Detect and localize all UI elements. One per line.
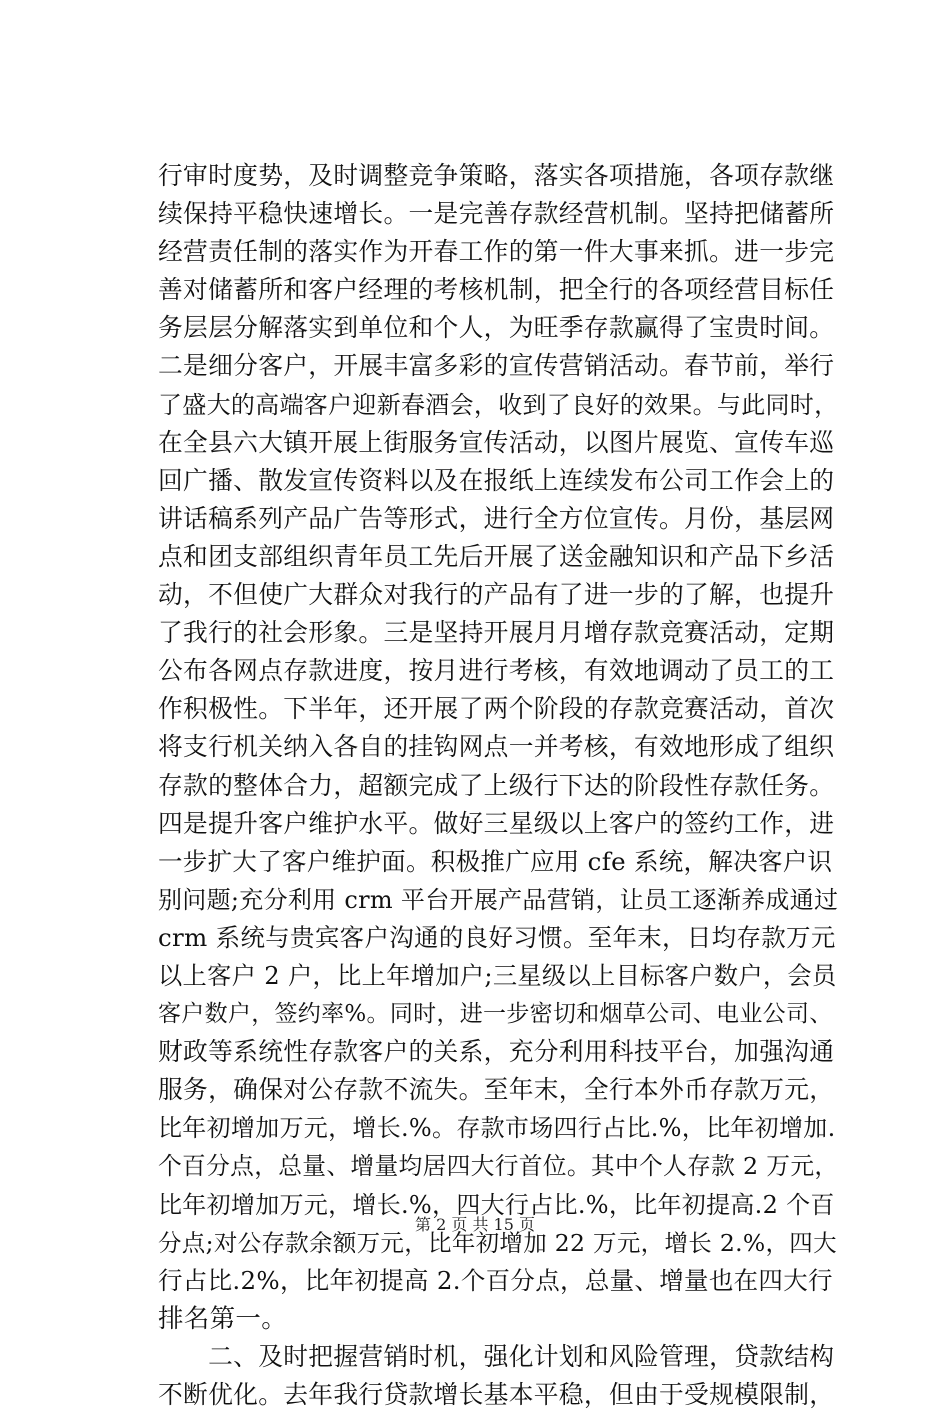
text-line: 续保持平稳快速增长。一是完善存款经营机制。坚持把储蓄所: [158, 199, 835, 229]
text-line: 了盛大的高端客户迎新春酒会，收到了良好的效果。与此同时，: [158, 390, 839, 419]
text-line: 四是提升客户维护水平。做好三星级以上客户的签约工作，进: [158, 808, 835, 838]
text-line: 存款的整体合力，超额完成了上级行下达的阶段性存款任务。: [158, 770, 835, 800]
text-line: 经营责任制的落实作为开春工作的第一件大事来抓。进一步完: [158, 237, 835, 267]
text-line: 善对储蓄所和客户经理的考核机制，把全行的各项经营目标任: [158, 275, 835, 305]
text-line: 别问题;充分利用 crm 平台开展产品营销，让员工逐渐养成通过: [158, 885, 839, 914]
text-line: 了我行的社会形象。三是坚持开展月月增存款竞赛活动，定期: [158, 618, 835, 648]
text-line: 财政等系统性存款客户的关系，充分利用科技平台，加强沟通: [158, 1037, 835, 1067]
text-line: 比年初增加万元，增长.%，四大行占比.%，比年初提高.2 个百: [158, 1190, 835, 1219]
text-line: 分点;对公存款余额万元，比年初增加 22 万元，增长 2.%，四大: [158, 1228, 837, 1257]
text-line: 作积极性。下半年，还开展了两个阶段的存款竞赛活动，首次: [158, 694, 835, 724]
text-line: 在全县六大镇开展上街服务宣传活动，以图片展览、宣传车巡: [158, 427, 835, 457]
text-line: 二是细分客户，开展丰富多彩的宣传营销活动。春节前，举行: [158, 351, 835, 381]
text-line: 客户数户，签约率%。同时，进一步密切和烟草公司、电业公司、: [158, 1001, 833, 1028]
text-line: 公布各网点存款进度，按月进行考核，有效地调动了员工的工: [158, 656, 835, 686]
text-line: 务层层分解落实到单位和个人，为旺季存款赢得了宝贵时间。: [158, 313, 835, 343]
text-line: 点和团支部组织青年员工先后开展了送金融知识和产品下乡活: [158, 541, 835, 571]
text-line: crm 系统与贵宾客户沟通的良好习惯。至年末，日均存款万元: [158, 922, 836, 952]
text-line: 一步扩大了客户维护面。积极推广应用 cfe 系统，解决客户识: [158, 846, 833, 876]
text-line: 将支行机关纳入各自的挂钩网点一并考核，有效地形成了组织: [158, 732, 835, 762]
text-line: 行审时度势，及时调整竞争策略，落实各项措施，各项存款继: [158, 161, 835, 190]
text-line: 回广播、散发宣传资料以及在报纸上连续发布公司工作会上的: [158, 465, 835, 495]
text-line: 服务，确保对公存款不流失。至年末，全行本外币存款万元，: [158, 1075, 835, 1105]
page-number-footer: 第 2 页 共 15 页: [415, 1215, 535, 1234]
text-line: 二、及时把握营销时机，强化计划和风险管理，贷款结构: [158, 1341, 835, 1371]
text-line: 个百分点，总量、增量均居四大行首位。其中个人存款 2 万元，: [158, 1152, 839, 1181]
text-line: 排名第一。: [158, 1303, 288, 1334]
text-line: 行占比.2%，比年初提高 2.个百分点，总量、增量也在四大行: [158, 1265, 833, 1295]
text-line: 动，不但使广大群众对我行的产品有了进一步的了解，也提升: [158, 580, 835, 610]
text-line: 以上客户 2 户，比上年增加户;三星级以上目标客户数户，会员: [158, 960, 837, 990]
text-line: 不断优化。去年我行贷款增长基本平稳，但由于受规模限制，: [158, 1380, 835, 1409]
text-line: 讲话稿系列产品广告等形式，进行全方位宣传。月份，基层网: [158, 503, 835, 533]
text-line: 比年初增加万元，增长.%。存款市场四行占比.%，比年初增加.: [158, 1114, 836, 1143]
